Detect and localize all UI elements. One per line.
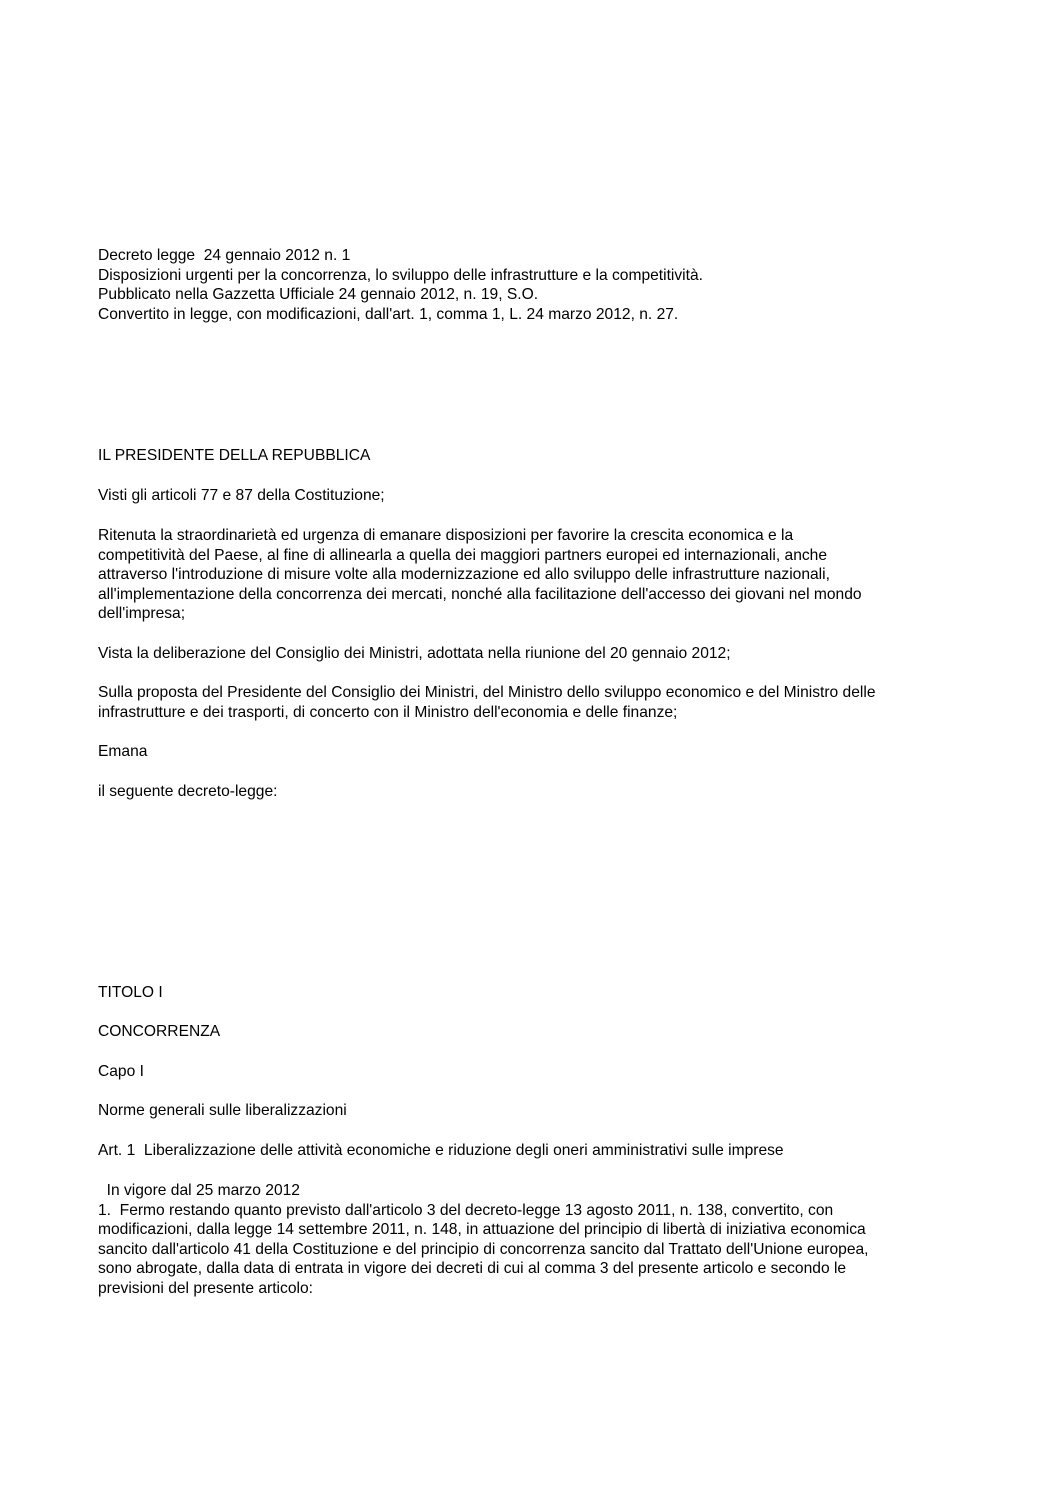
emana-paragraph — [98, 742, 978, 762]
vista-text: Vista la deliberazione del Consiglio dei Ministri, adottata nella riunione del 20 gennaio 2012; — [98, 645, 731, 662]
ritenuta-line: attraverso l'introduzione di misure volte alla modernizzazione ed allo sviluppo delle infrastrutture nazionali, — [98, 566, 830, 584]
article-heading-text: Art. 1 Liberalizzazione delle attività economiche e riduzione degli oneri amministrativi sulle imprese — [98, 1142, 784, 1159]
decree-subject: Disposizioni urgenti per la concorrenza, lo sviluppo delle infrastrutture e la competitività. — [98, 266, 703, 284]
comma-line: modificazioni, dalla legge 14 settembre 2011, n. 148, in attuazione del principio di libertà di iniziativa economica — [98, 1221, 866, 1239]
conversion-note: Convertito in legge, con modificazioni, dall'art. 1, comma 1, L. 24 marzo 2012, n. 27. — [98, 305, 679, 323]
visti-text: Visti gli articoli 77 e 87 della Costituzione; — [98, 487, 385, 504]
comma-line: sono abrogate, dalla data di entrata in vigore dei decreti di cui al comma 3 del presente articolo e secondo le — [98, 1260, 847, 1278]
comma-line: previsioni del presente articolo: — [98, 1279, 313, 1297]
in-vigore-text: In vigore dal 25 marzo 2012 — [98, 1182, 300, 1199]
norme-text: Norme generali sulle liberalizzazioni — [98, 1102, 347, 1119]
article-body — [98, 1181, 978, 1299]
proposta-paragraph — [98, 683, 978, 722]
president-heading-text: IL PRESIDENTE DELLA REPUBBLICA — [98, 447, 371, 464]
capo-text: Capo I — [98, 1063, 144, 1080]
norme-heading — [98, 1101, 978, 1121]
emana-text: Emana — [98, 743, 148, 760]
concorrenza-heading — [98, 1022, 978, 1042]
publication-note: Pubblicato nella Gazzetta Ufficiale 24 gennaio 2012, n. 19, S.O. — [98, 286, 539, 304]
article-heading — [98, 1141, 978, 1161]
proposta-line: Sulla proposta del Presidente del Consiglio dei Ministri, del Ministro dello sviluppo economico e del Ministro delle — [98, 684, 876, 701]
ritenuta-paragraph — [98, 526, 978, 624]
seguente-text: il seguente decreto-legge: — [98, 783, 278, 800]
titolo-text: TITOLO I — [98, 984, 163, 1001]
comma-line: 1. Fermo restando quanto previsto dall'articolo 3 del decreto-legge 13 agosto 2011, n. 138, convertito, con — [98, 1201, 834, 1219]
ritenuta-line: dell'impresa; — [98, 605, 186, 623]
ritenuta-line: Ritenuta la straordinarietà ed urgenza di emanare disposizioni per favorire la crescita economica e la — [98, 527, 794, 544]
proposta-line: infrastrutture e dei trasporti, di concerto con il Ministro dell'economia e delle finanze; — [98, 703, 678, 721]
ritenuta-line: competitività del Paese, al fine di allinearla a quella dei maggiori partners europei ed internazionali, anche — [98, 546, 828, 564]
president-heading — [98, 446, 978, 466]
titolo-heading — [98, 983, 978, 1003]
decree-title: Decreto legge 24 gennaio 2012 n. 1 — [98, 247, 351, 264]
seguente-paragraph — [98, 782, 978, 802]
visti-paragraph — [98, 486, 978, 506]
decree-header — [98, 246, 978, 324]
ritenuta-line: all'implementazione della concorrenza dei mercati, nonché alla facilitazione dell'accesso dei giovani nel mondo — [98, 585, 862, 603]
capo-heading — [98, 1062, 978, 1082]
concorrenza-text: CONCORRENZA — [98, 1023, 221, 1040]
comma-line: sancito dall'articolo 41 della Costituzione e del principio di concorrenza sancito dal Trattato dell'Unione europea, — [98, 1240, 869, 1258]
vista-paragraph — [98, 644, 978, 664]
